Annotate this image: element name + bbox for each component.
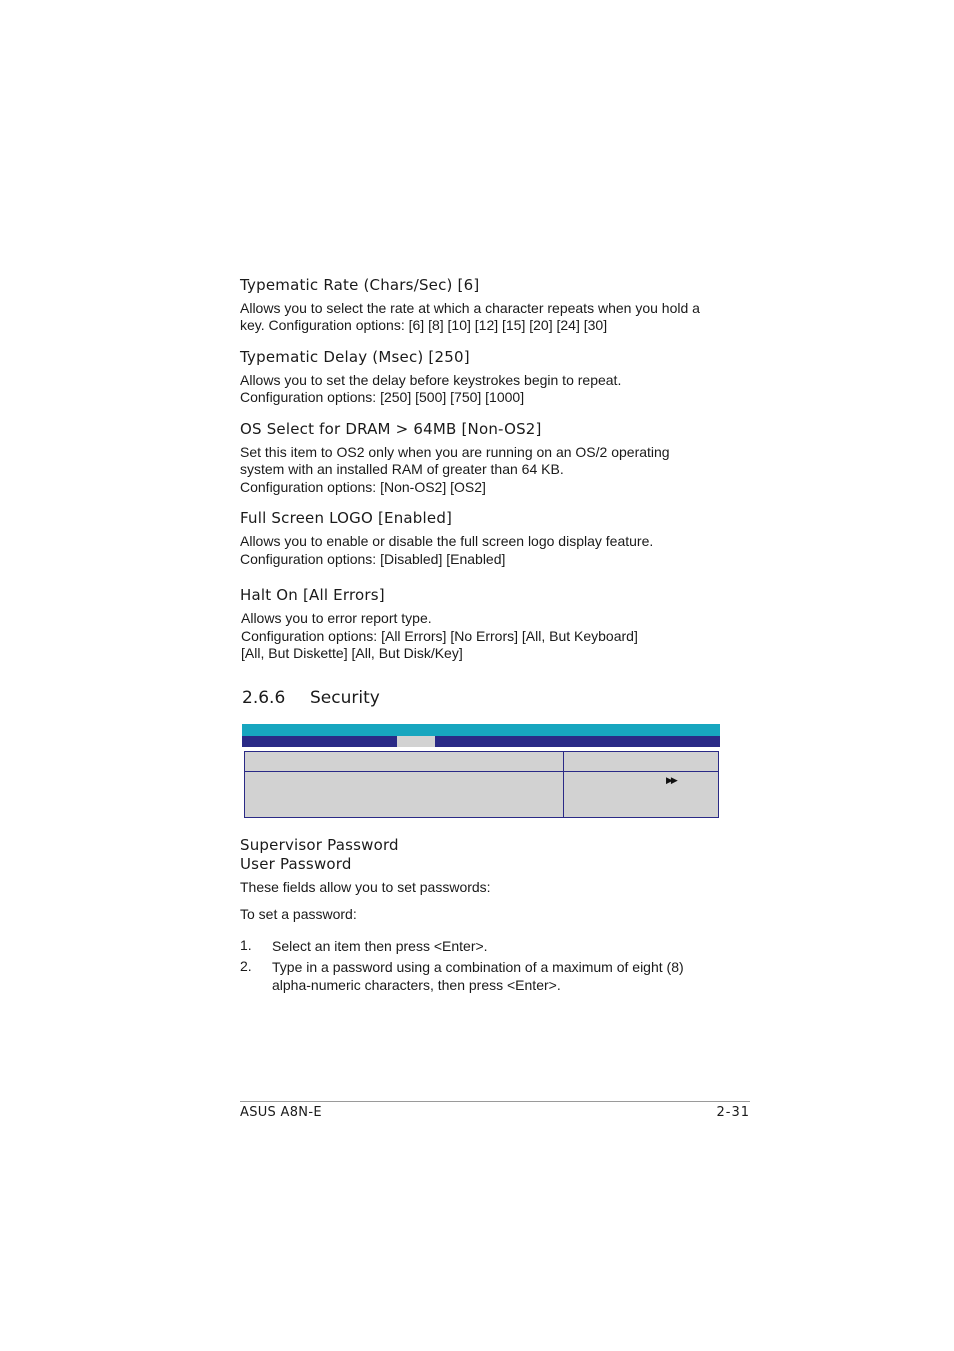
step-1-text: Select an item then press <Enter>. xyxy=(272,938,488,954)
full-screen-logo-text-1: Allows you to enable or disable the full screen logo display feature. xyxy=(240,533,654,549)
bios-title-bar xyxy=(242,724,720,736)
supervisor-password-heading: Supervisor Password xyxy=(240,836,399,854)
full-screen-logo-heading: Full Screen LOGO [Enabled] xyxy=(240,509,453,527)
os-select-heading: OS Select for DRAM > 64MB [Non-OS2] xyxy=(240,420,542,438)
to-set-password: To set a password: xyxy=(240,906,357,922)
bios-active-tab xyxy=(397,736,435,747)
full-screen-logo-text-2: Configuration options: [Disabled] [Enabled] xyxy=(240,551,506,567)
section-title xyxy=(242,688,380,708)
halt-on-text-2: Configuration options: [All Errors] [No Errors] [All, But Keyboard] xyxy=(241,628,638,644)
os-select-text-3: Configuration options: [Non-OS2] [OS2] xyxy=(240,479,486,495)
typematic-rate-text-2: key. Configuration options: [6] [8] [10] [12] [15] [20] [24] [30] xyxy=(240,317,608,333)
bios-settings-panel xyxy=(244,751,563,818)
section-name: Security xyxy=(310,688,380,708)
halt-on-text-1: Allows you to error report type. xyxy=(241,610,432,626)
section-number: 2.6.6 xyxy=(242,688,286,708)
os-select-text-1: Set this item to OS2 only when you are running on an OS/2 operating xyxy=(240,444,670,460)
bios-menu-bar xyxy=(242,736,720,747)
bios-settings-divider xyxy=(245,771,563,772)
bios-security-screenshot xyxy=(242,724,720,817)
footer-page-number: 2-31 xyxy=(716,1105,750,1120)
typematic-rate-text-1: Allows you to select the rate at which a character repeats when you hold a xyxy=(240,300,700,316)
typematic-delay-heading: Typematic Delay (Msec) [250] xyxy=(240,348,470,366)
bios-help-divider xyxy=(564,771,718,772)
bios-help-panel xyxy=(563,751,719,818)
os-select-text-2: system with an installed RAM of greater than 64 KB. xyxy=(240,461,564,477)
step-2-number: 2. xyxy=(240,958,252,974)
step-1-number: 1. xyxy=(240,937,252,953)
typematic-delay-text-1: Allows you to set the delay before keystrokes begin to repeat. xyxy=(240,372,622,388)
typematic-delay-text-2: Configuration options: [250] [500] [750] [1000] xyxy=(240,389,525,405)
double-arrow-icon: ▶▶ xyxy=(666,775,676,785)
passwords-intro: These fields allow you to set passwords: xyxy=(240,879,491,895)
step-2-text-1: Type in a password using a combination of a maximum of eight (8) xyxy=(272,959,684,975)
halt-on-heading: Halt On [All Errors] xyxy=(240,586,385,604)
typematic-rate-heading: Typematic Rate (Chars/Sec) [6] xyxy=(240,276,480,294)
halt-on-text-3: [All, But Diskette] [All, But Disk/Key] xyxy=(241,645,463,661)
footer-product-name: ASUS A8N-E xyxy=(240,1105,322,1120)
footer-divider xyxy=(240,1101,750,1102)
step-2-text-2: alpha-numeric characters, then press <Enter>. xyxy=(272,977,561,993)
user-password-heading: User Password xyxy=(240,855,352,873)
